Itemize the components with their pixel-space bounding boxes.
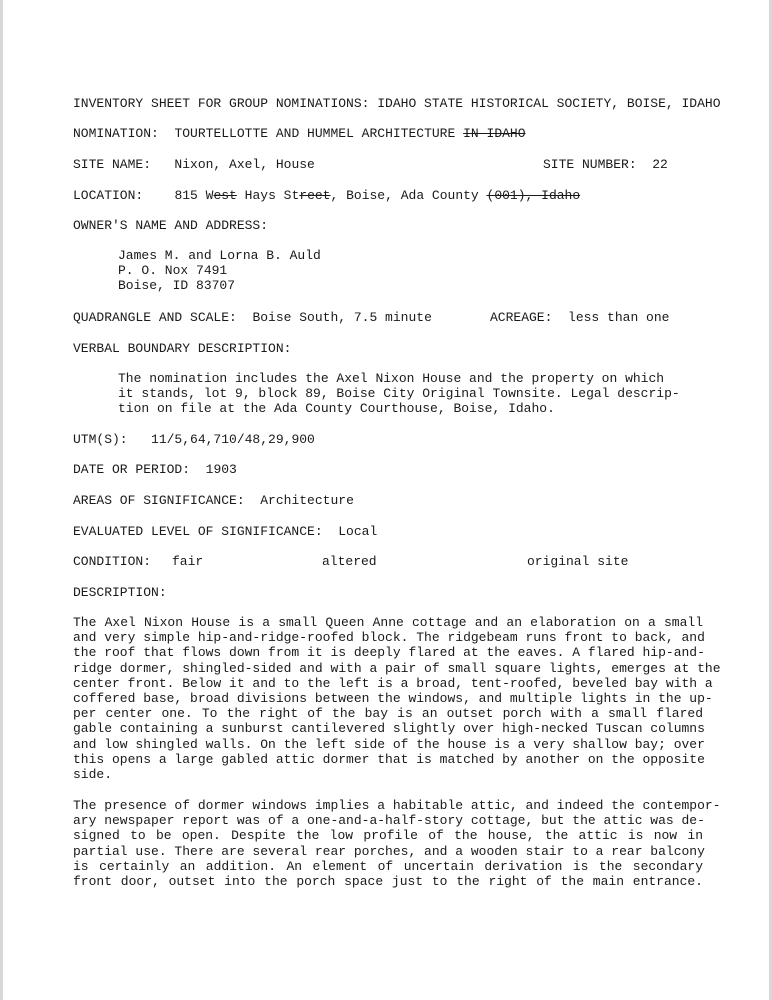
condition-label: CONDITION: [73,554,152,569]
date-row [73,462,237,477]
location-struck-1: est [213,188,237,203]
verbal-line: The nomination includes the Axel Nixon House and the property on which [118,371,665,386]
quadrangle-row [73,310,432,325]
location-post: , Boise, Ada County [330,188,487,203]
paragraph-line: coffered base, broad divisions between the windows, and multiple lights in the up- [73,691,713,707]
acreage-label: ACREAGE: [490,310,553,325]
utm-row [73,432,315,447]
quadrangle-value: Boise South, 7.5 minute [252,310,432,325]
areas-value: Architecture [260,493,354,508]
scan-edge-left [0,0,3,1000]
form-header: INVENTORY SHEET FOR GROUP NOMINATIONS: IDAHO STATE HISTORICAL SOCIETY, BOISE, IDAHO [73,96,721,111]
site-name-row [73,157,315,172]
areas-row [73,493,354,508]
utm-label: UTM(S): [73,432,128,447]
nomination-value: TOURTELLOTTE AND HUMMEL ARCHITECTURE [174,126,456,141]
nomination-struck-text: IN IDAHO [463,126,526,141]
paragraph-line: side. [73,767,113,783]
site-number-row [543,157,668,172]
date-label: DATE OR PERIOD: [73,462,191,477]
paragraph-line: center front. Below it and to the left is a broad, tent-roofed, beveled bay with a [73,675,713,691]
date-value: 1903 [205,462,237,477]
description-label: DESCRIPTION: [73,585,167,600]
verbal-boundary-text [118,371,680,417]
description-paragraph-1 [73,615,721,783]
condition-original-site: original site [527,554,629,569]
verbal-boundary-label: VERBAL BOUNDARY DESCRIPTION: [73,341,292,356]
location-row [73,188,580,203]
owner-line: P. O. Nox 7491 [118,263,228,279]
owner-line: Boise, ID 83707 [118,278,236,294]
description-paragraph-2 [73,798,721,890]
paragraph-line: ridge dormer, shingled-sided and with a pair of small square lights, emerges at the [73,660,721,676]
site-number-label: SITE NUMBER: [543,157,637,172]
paragraph-line: the roof that flows down from it is deeply flared at the eaves. A flared hip-and- [73,645,705,661]
location-label: LOCATION: [73,188,144,203]
site-number-value: 22 [652,157,668,172]
paragraph-line: The presence of dormer windows implies a habitable attic, and indeed the contempor- [73,798,721,813]
utm-value: 11/5,64,710/48,29,900 [151,432,315,447]
acreage-row [490,310,669,325]
verbal-line: it stands, lot 9, block 89, Boise City Original Townsite. Legal descrip- [118,386,680,402]
site-name-value: Nixon, Axel, House [174,157,315,172]
location-pre: 815 W [174,188,214,203]
paragraph-line: gable containing a sunburst cantilevered slightly over high-necked Tuscan columns [73,721,705,737]
location-struck-3: (001), Idaho [486,188,581,203]
location-struck-2: reet [299,188,331,203]
owner-label: OWNER'S NAME AND ADDRESS: [73,218,269,233]
paragraph-line: and low shingled walls. On the left side of the house is a very shallow bay; over [73,736,705,752]
paragraph-line: signed to be open. Despite the low profile of the house, the attic is now in [73,828,703,844]
paragraph-line: and very simple hip-and-ridge-roofed block. The ridgebeam runs front to back, and [73,630,705,646]
paragraph-line: ary newspaper report was of a one-and-a-half-story cottage, but the attic was de- [73,813,705,829]
level-value: Local [338,524,378,539]
quadrangle-label: QUADRANGLE AND SCALE: [73,310,237,325]
condition-fair: fair [172,554,204,569]
owner-line: James M. and Lorna B. Auld [118,248,321,263]
paragraph-line: is certainly an addition. An element of uncertain derivation is the secondary [73,858,703,874]
paragraph-line: per center one. To the right of the bay is an outset porch with a small flared [73,706,703,722]
owner-address [118,248,321,294]
nomination-row [73,126,526,141]
verbal-line: tion on file at the Ada County Courthouse, Boise, Idaho. [118,401,555,417]
level-row [73,524,377,539]
location-mid: Hays St [236,188,300,203]
nomination-label: NOMINATION: [73,126,159,141]
paragraph-line: partial use. There are several rear porches, and a wooden stair to a rear balcony [73,843,705,859]
acreage-value: less than one [568,310,670,325]
site-name-label: SITE NAME: [73,157,152,172]
areas-label: AREAS OF SIGNIFICANCE: [73,493,245,508]
paragraph-line: front door, outset into the porch space just to the right of the main entrance. [73,874,703,890]
paragraph-line: this opens a large gabled attic dormer that is matched by another on the opposite [73,751,705,767]
paragraph-line: The Axel Nixon House is a small Queen Anne cottage and an elaboration on a small [73,615,703,630]
level-label: EVALUATED LEVEL OF SIGNIFICANCE: [73,524,323,539]
condition-altered: altered [322,554,377,569]
